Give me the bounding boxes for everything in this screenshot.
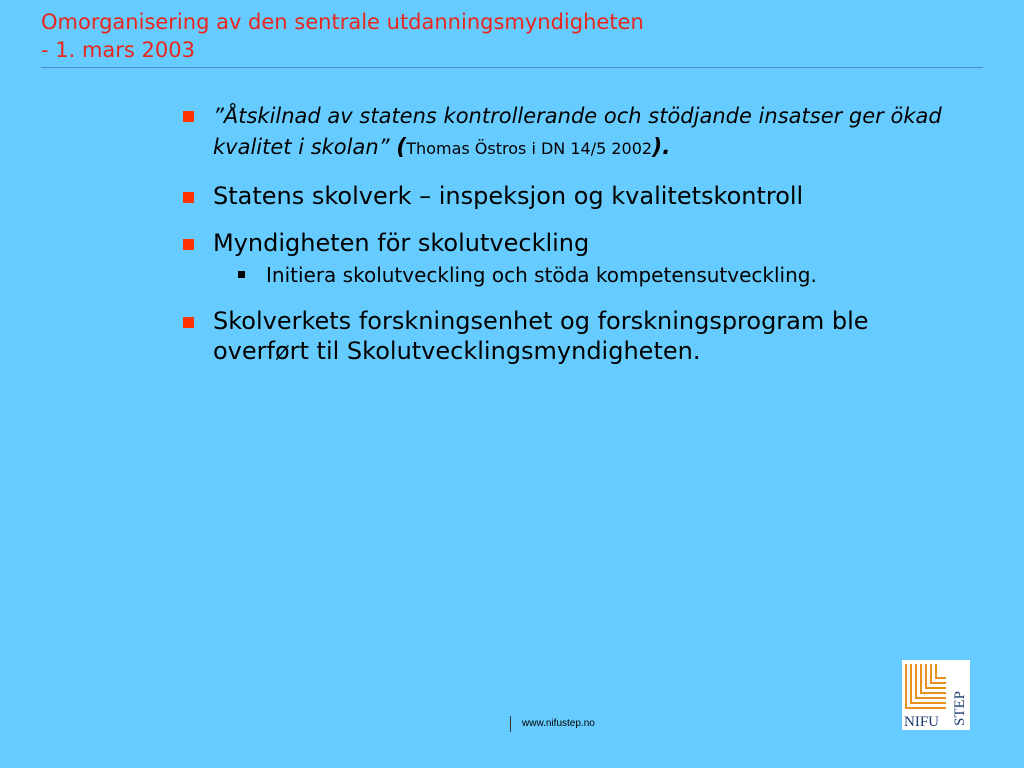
bullet-item-quote — [181, 100, 961, 164]
nifu-step-logo — [902, 660, 970, 730]
bullet-square-icon — [183, 111, 194, 122]
bullet-item-skolverk — [181, 181, 961, 211]
bullet-square-icon — [183, 317, 194, 328]
bullet-item-myndigheten — [181, 228, 961, 258]
footer-url[interactable]: www.nifustep.no — [522, 718, 595, 729]
sub-bullet-square-icon — [238, 271, 245, 278]
title-divider — [41, 67, 983, 68]
bullet-text: Myndigheten för skolutveckling — [213, 229, 590, 257]
open-paren: ( — [396, 135, 407, 160]
close-paren: ). — [652, 135, 671, 160]
bullet-text: Skolverkets forskningsenhet og forskningsprogram ble overført til Skolutvecklingsmyndigheten. — [213, 307, 869, 365]
title-line-2: - 1. mars 2003 — [41, 38, 195, 62]
footer-divider — [510, 716, 511, 732]
logo-text-step: STEP — [952, 690, 968, 726]
quote-text: ”Åtskilnad av statens kontrollerande och stödjande insatser ger ökad kvalitet i skolan” — [213, 104, 942, 159]
sub-bullet-item — [181, 262, 961, 288]
quote-citation: Thomas Östros i DN 14/5 2002 — [406, 139, 653, 158]
slide-content — [181, 100, 961, 383]
title-line-1: Omorganisering av den sentrale utdanningsmyndigheten — [41, 10, 644, 34]
sub-bullet-text: Initiera skolutveckling och stöda kompetensutveckling. — [266, 263, 817, 287]
bullet-text: Statens skolverk – inspeksjon og kvalitetskontroll — [213, 182, 804, 210]
bullet-square-icon — [183, 239, 194, 250]
page-title — [41, 8, 644, 64]
logo-text-nifu: NIFU — [904, 714, 940, 730]
bullet-item-forskning — [181, 306, 961, 366]
bullet-square-icon — [183, 192, 194, 203]
